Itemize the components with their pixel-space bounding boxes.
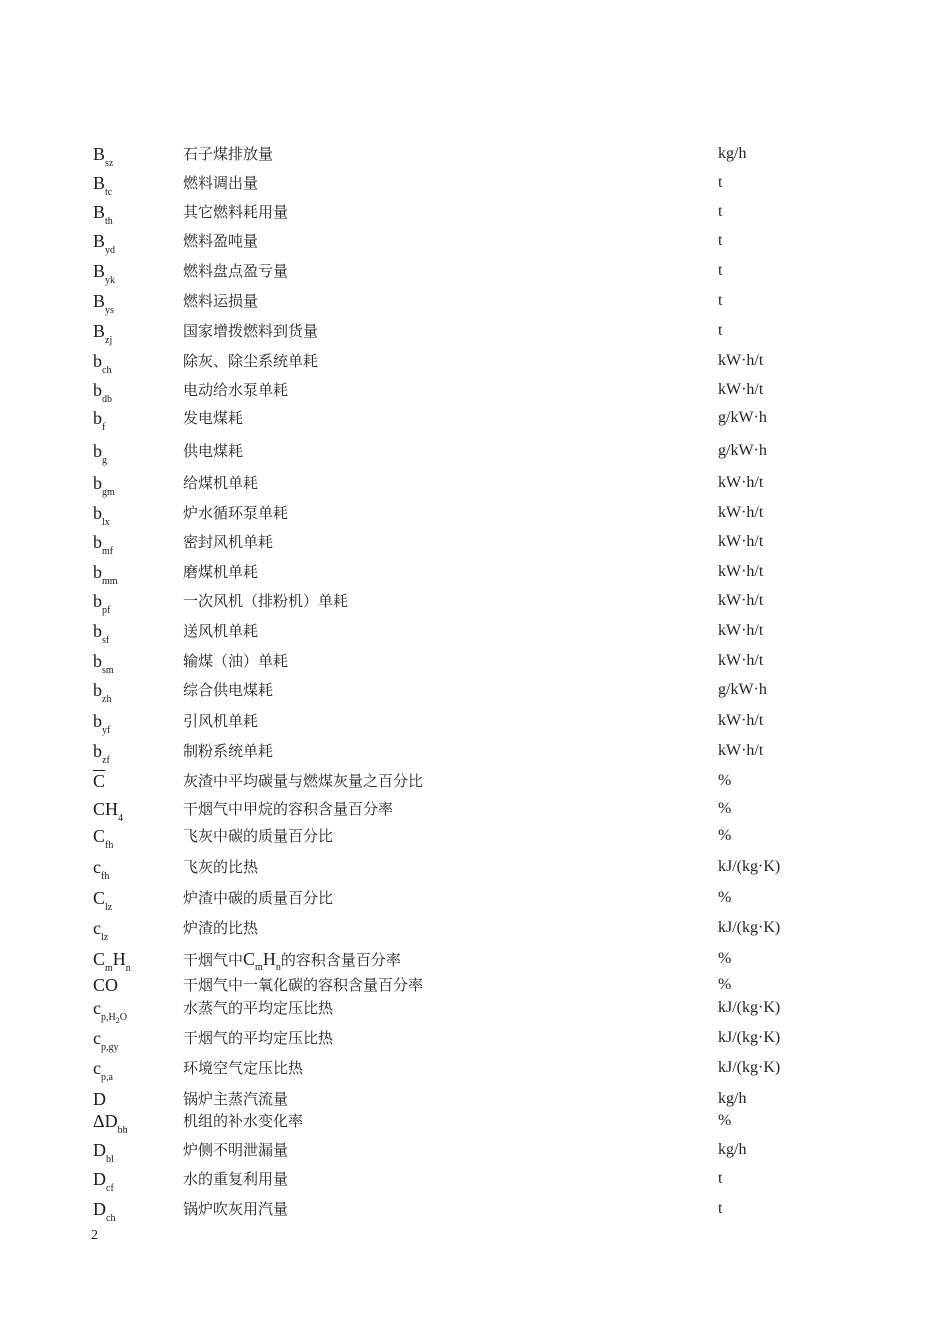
unit: kg/h <box>718 1141 747 1158</box>
symbol: $B_{zj}$ <box>93 321 113 346</box>
description: 燃料盘点盈亏量 <box>183 262 289 280</box>
unit: kW·h/t <box>718 563 764 580</box>
unit: kJ/(kg·K) <box>718 1059 781 1076</box>
description: 送风机单耗 <box>183 622 259 640</box>
description: 其它燃料耗用量 <box>183 203 289 221</box>
table-row <box>0 651 950 675</box>
unit: t <box>718 292 723 309</box>
unit: kW·h/t <box>718 592 764 609</box>
table-row <box>0 144 950 168</box>
table-row <box>0 1058 950 1082</box>
unit: kg/h <box>718 145 747 162</box>
description: 炉渣中碳的质量百分比 <box>183 889 334 907</box>
table-row <box>0 1140 950 1164</box>
symbol: $\Delta D_{bh}$ <box>93 1111 128 1136</box>
description: 综合供电煤耗 <box>183 681 274 699</box>
description: 炉渣的比热 <box>183 919 259 937</box>
description: 燃料盈吨量 <box>183 232 259 250</box>
symbol: $B_{yd}$ <box>93 231 116 256</box>
table-row <box>0 351 950 375</box>
symbol: $b_{ch}$ <box>93 351 112 376</box>
symbol <box>93 771 105 791</box>
unit: kW·h/t <box>718 712 764 729</box>
symbol: $c_{lz}$ <box>93 918 109 943</box>
symbol: $B_{tc}$ <box>93 173 113 198</box>
table-row <box>0 202 950 226</box>
description: 炉水循环泵单耗 <box>183 504 289 522</box>
unit: t <box>718 232 723 249</box>
table-row <box>0 408 950 432</box>
unit: kg/h <box>718 1090 747 1107</box>
table-row <box>0 173 950 197</box>
table-row <box>0 1089 950 1113</box>
table-row <box>0 231 950 255</box>
unit: g/kW·h <box>718 681 767 698</box>
overline-symbol: $\overline{C}$ <box>93 771 106 791</box>
table-row <box>0 888 950 912</box>
description: 干烟气中$C_mH_n$的容积含量百分率 <box>183 949 401 973</box>
unit: kJ/(kg·K) <box>718 1029 781 1046</box>
description: 密封风机单耗 <box>183 533 274 551</box>
table-row <box>0 380 950 404</box>
symbol: $c_{p,a}$ <box>93 1058 113 1083</box>
table-row <box>0 711 950 735</box>
unit: t <box>718 262 723 279</box>
table-row <box>0 680 950 704</box>
unit: kW·h/t <box>718 742 764 759</box>
unit: t <box>718 322 723 339</box>
description: 水的重复利用量 <box>183 1170 289 1188</box>
table-row <box>0 503 950 527</box>
symbol: $c_{p,gy}$ <box>93 1028 119 1053</box>
description: 制粉系统单耗 <box>183 742 274 760</box>
description: 干烟气的平均定压比热 <box>183 1029 334 1047</box>
unit: g/kW·h <box>718 442 767 459</box>
table-row <box>0 591 950 615</box>
unit: % <box>718 800 732 817</box>
unit: kW·h/t <box>718 504 764 521</box>
symbol: $b_{mm}$ <box>93 562 118 587</box>
symbol: $b_f$ <box>93 408 106 433</box>
symbol: $B_{th}$ <box>93 202 113 227</box>
description: 引风机单耗 <box>183 712 259 730</box>
unit: kJ/(kg·K) <box>718 858 781 875</box>
description: 飞灰的比热 <box>183 858 259 876</box>
description: 燃料运损量 <box>183 292 259 310</box>
description: 供电煤耗 <box>183 442 244 460</box>
table-row <box>0 621 950 645</box>
symbol: $C_{fh}$ <box>93 826 114 851</box>
table-row <box>0 741 950 765</box>
description: 石子煤排放量 <box>183 145 274 163</box>
description: 除灰、除尘系统单耗 <box>183 352 319 370</box>
symbol: $c_{p,H_2O}$ <box>93 998 127 1025</box>
symbol: $b_{db}$ <box>93 380 112 405</box>
symbol: $b_{pf}$ <box>93 591 111 616</box>
description: 锅炉主蒸汽流量 <box>183 1090 289 1108</box>
table-row <box>0 1111 950 1135</box>
table-row <box>0 473 950 497</box>
table-row <box>0 532 950 556</box>
description: 电动给水泵单耗 <box>183 381 289 399</box>
description: 燃料调出量 <box>183 174 259 192</box>
symbol: $c_{fh}$ <box>93 857 110 882</box>
symbol: $D_{bl}$ <box>93 1140 114 1165</box>
description: 磨煤机单耗 <box>183 563 259 581</box>
table-row <box>0 1028 950 1052</box>
description: 干烟气中一氧化碳的容积含量百分率 <box>183 976 424 994</box>
unit: t <box>718 1200 723 1217</box>
description: 干烟气中甲烷的容积含量百分率 <box>183 800 394 818</box>
symbol: D <box>93 1089 106 1109</box>
table-row <box>0 857 950 881</box>
table-row <box>0 562 950 586</box>
symbol: $b_{yf}$ <box>93 711 111 736</box>
symbol: $B_{sz}$ <box>93 144 114 169</box>
symbol: $B_{ys}$ <box>93 291 114 316</box>
unit: g/kW·h <box>718 409 767 426</box>
description: 一次风机（排粉机）单耗 <box>183 592 349 610</box>
description: 输煤（油）单耗 <box>183 652 289 670</box>
symbol: $C_mH_n$ <box>93 949 131 974</box>
symbol: $C_{lz}$ <box>93 888 113 913</box>
unit: kJ/(kg·K) <box>718 999 781 1016</box>
unit: kW·h/t <box>718 352 764 369</box>
table-row <box>0 799 950 823</box>
unit: kW·h/t <box>718 381 764 398</box>
symbol: $b_{lx}$ <box>93 503 110 528</box>
unit: % <box>718 976 732 993</box>
symbol: $b_{mf}$ <box>93 532 114 557</box>
unit: kW·h/t <box>718 652 764 669</box>
unit: % <box>718 772 732 789</box>
table-row <box>0 441 950 465</box>
inline-formula: $C_mH_n$ <box>243 949 281 973</box>
description: 灰渣中平均碳量与燃煤灰量之百分比 <box>183 772 424 790</box>
table-row <box>0 261 950 285</box>
symbol: $CH_4$ <box>93 799 124 824</box>
unit: % <box>718 1112 732 1129</box>
symbol: $b_{zh}$ <box>93 680 112 705</box>
table-row <box>0 975 950 999</box>
page-number: 2 <box>91 1228 98 1243</box>
table-row <box>0 826 950 850</box>
unit: t <box>718 203 723 220</box>
symbol: CO <box>93 975 119 995</box>
description: 飞灰中碳的质量百分比 <box>183 827 334 845</box>
description: 水蒸气的平均定压比热 <box>183 999 334 1017</box>
unit: kJ/(kg·K) <box>718 919 781 936</box>
unit: kW·h/t <box>718 622 764 639</box>
symbol: $B_{yk}$ <box>93 261 116 286</box>
table-row <box>0 771 950 795</box>
table-row <box>0 1199 950 1223</box>
description: 发电煤耗 <box>183 409 244 427</box>
description: 环境空气定压比热 <box>183 1059 304 1077</box>
table-row <box>0 918 950 942</box>
table-row <box>0 291 950 315</box>
description: 给煤机单耗 <box>183 474 259 492</box>
symbol: $D_{ch}$ <box>93 1199 116 1224</box>
symbol: $b_{sm}$ <box>93 651 114 676</box>
description: 机组的补水变化率 <box>183 1112 304 1130</box>
table-row <box>0 949 950 973</box>
table-row <box>0 321 950 345</box>
table-row <box>0 998 950 1025</box>
unit: % <box>718 827 732 844</box>
unit: kW·h/t <box>718 533 764 550</box>
symbol: $b_g$ <box>93 441 107 466</box>
symbol: $b_{sf}$ <box>93 621 110 646</box>
unit: % <box>718 950 732 967</box>
table-row <box>0 1169 950 1193</box>
unit: t <box>718 174 723 191</box>
description: 炉侧不明泄漏量 <box>183 1141 289 1159</box>
symbol: $b_{zf}$ <box>93 741 110 766</box>
description: 国家增拨燃料到货量 <box>183 322 319 340</box>
unit: % <box>718 889 732 906</box>
unit: t <box>718 1170 723 1187</box>
symbol: $D_{cf}$ <box>93 1169 114 1194</box>
description: 锅炉吹灰用汽量 <box>183 1200 289 1218</box>
unit: kW·h/t <box>718 474 764 491</box>
symbol: $b_{gm}$ <box>93 473 115 498</box>
